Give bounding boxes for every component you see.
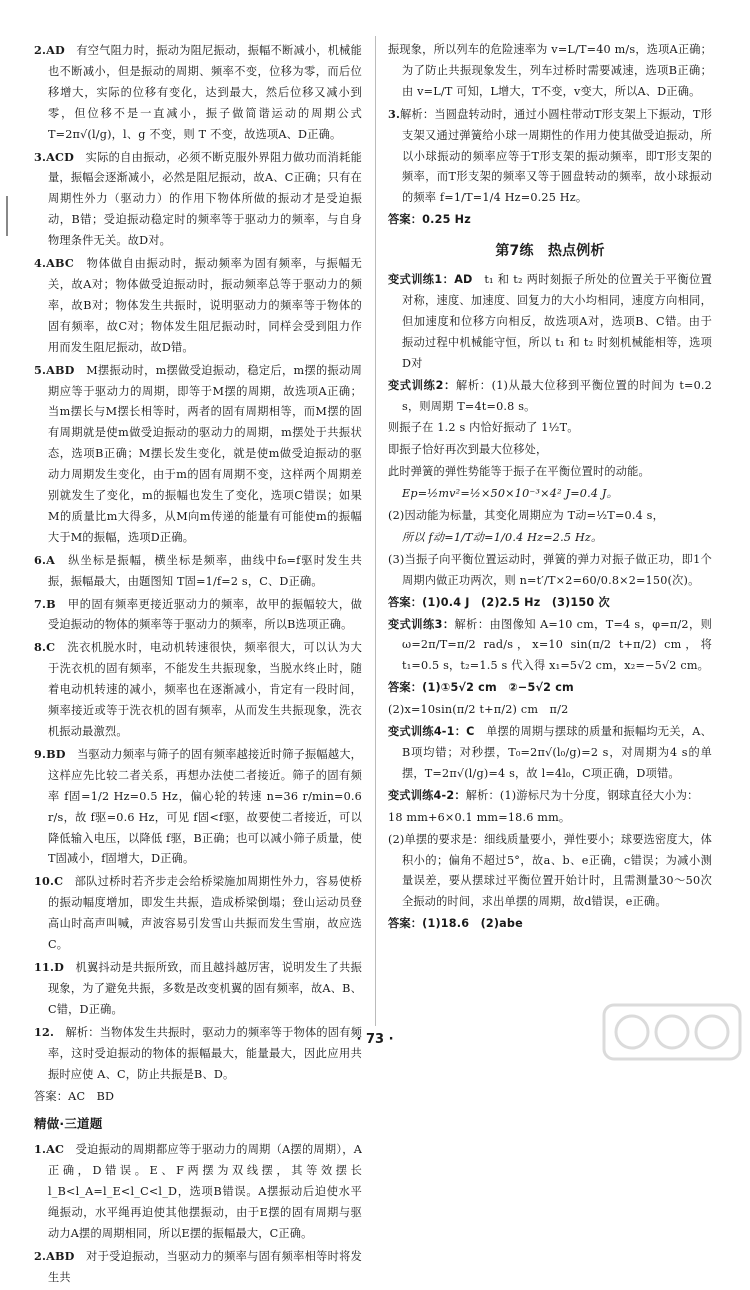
left-column [34, 40, 362, 1290]
answer-line: 答案：0.25 Hz [388, 213, 471, 227]
answer-item: 10.C 部队过桥时若齐步走会给桥梁施加周期性外力，容易使桥的振动幅度增加，即发生共振，造成桥梁倒塌；登山运动员登高山时高声叫喊，声波容易引发雪山共振而发生雪崩，故应选C。 [34, 874, 362, 952]
answer-item: 9.BD 当驱动力频率与筛子的固有频率越接近时筛子振幅越大，这样应先比较二者关系，再想办法使二者接近。筛子的固有频率 f固=1/2 Hz=0.5 Hz，偏心轮的转速 n=36 r/min=0.6 r/s，故 f驱=0.6 Hz，可见 f固<f驱，故要使二者接近，可以降低输入电压，以降低 f驱，B正确；也可以减小筛子质量，使 T固减小，f固增大，D正确。 [34, 746, 362, 866]
solution-line: 此时弹簧的弹性势能等于振子在平衡位置时的动能。 [388, 465, 650, 479]
solution-line: 则振子在 1.2 s 内恰好振动了 1½T。 [388, 421, 579, 435]
solution-line: (2)单摆的要求是：细线质量要小，弹性要小；球要选密度大，体积小的；偏角不超过5°，故a、b、e正确，c错误；为减小测量误差，要从摆球过平衡位置开始计时，且需测量30～50次全振动的时间，求出单摆的周期，故d错误，e正确。 [388, 832, 712, 909]
answer-item: 11.D 机翼抖动是共振所致，而且越抖越厉害，说明发生了共振现象，为了避免共振，多数是改变机翼的固有频率，故A、B、C错，D正确。 [34, 959, 362, 1016]
solution-line: (2)因动能为标量，其变化周期应为 T动=½T=0.4 s， [388, 509, 665, 523]
solution-line: (3)当振子向平衡位置运动时，弹簧的弹力对振子做正功，即1个周期内做正功两次，则 n=t′/T×2=60/0.8×2=150(次)。 [388, 552, 712, 587]
answer-item: 2.AD 有空气阻力时，振动为阻尼振动，振幅不断减小，机械能也不断减小，但是振动的周期、频率不变，位移为零，而后位移增大，实际的位移有变化，达到最大，然后位移又减小到零，但位移不是一直减小，振子做简谐运动的周期公式 T=2π√(l/g)，l、g 不变，则 T 不变，故选项A、D正确。 [34, 43, 362, 141]
answer-item: 3.ACD 实际的自由振动，必须不断克服外界阻力做功而消耗能量，振幅会逐渐减小，必然是阻尼振动，故A、C正确；只有在周期性外力（驱动力）的作用下物体所做的振动才是受迫振动，B错；受迫振动稳定时的频率等于驱动力的频率，与自身物理条件无关。故D对。 [34, 149, 362, 248]
column-divider [375, 36, 376, 1026]
variant-training-2: 变式训练2：解析：(1)从最大位移到平衡位置的时间为 t=0.2 s，则周期 T=4t=0.8 s。 [388, 378, 712, 413]
solution-line: 18 mm+6×0.1 mm=18.6 mm。 [388, 810, 571, 824]
answer-item: 12. 解析：当物体发生共振时，驱动力的频率等于物体的固有频率，这时受迫振动的物体的振幅最大，能量最大，因此应用共振时应使 A、C，防止共振是B、D。 [34, 1024, 362, 1081]
right-column [388, 40, 712, 936]
answer-line: 答案：(1)18.6 (2)abe [388, 917, 523, 931]
answer-item: 答案：AC BD [34, 1090, 115, 1104]
answer-line: 答案：(1)①5√2 cm ②−5√2 cm [388, 681, 574, 695]
answer-item: 7.B 甲的固有频率更接近驱动力的频率，故甲的振幅较大，做受迫振动的物体的频率等于驱动力的频率，所以B选项正确。 [34, 596, 362, 632]
variant-training-3: 变式训练3：解析：由图像知 A=10 cm，T=4 s，φ=π/2，则 ω=2π/T=π/2 rad/s，x=10 sin(π/2 t+π/2) cm，将 t₁=0.5 s，t₂=1.5 s 代入得 x₁=5√2 cm，x₂=−5√2 cm。 [388, 617, 712, 673]
answer-item: 6.A 纵坐标是振幅，横坐标是频率，曲线中f₀=f驱时发生共振，振幅最大，由题图知 T固=1/f=2 s，C、D正确。 [34, 552, 363, 588]
answer-item: 8.C 洗衣机脱水时，电动机转速很快，频率很大，可以认为大于洗衣机的固有频率，不能发生共振现象，当脱水终止时，随着电动机转速的减小，频率也在逐渐减小，肯定有一段时间，频率接近或等于洗衣机的固有频率，从而发生共振现象，洗衣机振动最激烈。 [34, 640, 362, 738]
answer-line: 答案：(1)0.4 J (2)2.5 Hz (3)150 次 [388, 595, 610, 609]
subsection-title: 第7练 热点例析 [495, 243, 605, 260]
solution-line: (2)x=10sin(π/2 t+π/2) cm π/2 [388, 703, 569, 717]
section-title: 精做·三道题 [34, 1116, 103, 1132]
answer-item: 5.ABD M摆振动时，m摆做受迫振动，稳定后，m摆的振动周期应等于驱动力的周期，即等于M摆的周期，故选项A正确；当m摆长与M摆长相等时，两者的固有周期相等，而M摆的固有周期就是使m做受迫振动的驱动力的周期，m摆处于共振状态，选项B正确；M摆长发生变化，就是使m做受迫振动的驱动力周期发生变化，由于m的固有周期不变，这样两个周期差别就发生了变化，m的振幅也发生了变化，选项C错误；如果M的质量比m大得多，从M向m传递的能量有可能使m的振幅大于M的振幅，选项D正确。 [34, 362, 362, 544]
answer-item: 3.解析：当圆盘转动时，通过小圆柱带动T形支架上下振动，T形支架又通过弹簧给小球一周期性的作用力使其做受迫振动，所以小球振动的频率应等于T形支架的振动频率，即T形支架的频率，而T形支架的频率又等于圆盘转动的频率，故小球振动的频率 f=1/T=1/4 Hz=0.25 Hz。 [388, 106, 712, 205]
variant-training-1: 变式训练1：AD t₁ 和 t₂ 两时刻振子所处的位置关于平衡位置对称，速度、加速度、回复力的大小均相同，速度方向相同，但加速度和位移方向相反，故选项A对，选项B、C错。由于振动过程中机械能守恒，所以 t₁ 和 t₂ 时刻机械能相等，选项D对 [388, 273, 712, 370]
answer-item: 2.ABD 对于受迫振动，当驱动力的频率与固有频率相等时将发生共 [34, 1248, 362, 1284]
watermark-logo [602, 1003, 742, 1061]
variant-training-4-1: 变式训练4-1：C 单摆的周期与摆球的质量和振幅均无关，A、B项均错；对秒摆，T₀=2π√(l₀/g)=2 s，对周期为4 s的单摆，T=2π√(l/g)=4 s，故 l=4l₀，C项正确，D项错。 [388, 725, 712, 780]
answer-item: 振现象，所以列车的危险速率为 v=L/T=40 m/s，选项A正确；为了防止共振现象发生，列车过桥时需要减速，选项B正确；由 v=L/T 可知，L增大，T不变，v变大，所以A、D正确。 [388, 43, 712, 98]
answer-item: 1.AC 受迫振动的周期都应等于驱动力的周期（A摆的周期），A正确，D错误。E、F两摆为双线摆，其等效摆长 l_B<l_A=l_E<l_C<l_D，选项B错误。A摆振动后迫使水平绳振动，水平绳再迫使其他摆振动，由于E摆的固有周期与驱动力A摆的周期相同，所以E摆的振幅最大，C正确。 [34, 1142, 362, 1240]
formula-line: 所以 f动=1/T动=1/0.4 Hz=2.5 Hz。 [402, 530, 603, 544]
scan-edge-mark [6, 196, 8, 236]
answer-item: 4.ABC 物体做自由振动时，振动频率为固有频率，与振幅无关，故A对；物体做受迫振动时，振动频率总等于驱动力的频率，故B对；物体发生共振时，说明驱动力的频率等于物体的固有频率，故C对；物体发生阻尼振动时，同样会受到阻力作用而发生阻尼振动，故D错。 [34, 256, 362, 354]
formula-line: Ep=½mv²=½×50×10⁻³×4² J=0.4 J。 [402, 487, 618, 501]
variant-training-4-2: 变式训练4-2：解析：(1)游标尺为十分度，钢球直径大小为： [388, 788, 699, 802]
page-number: · 73 · [356, 1032, 394, 1047]
solution-line: 即振子恰好再次到最大位移处， [388, 443, 548, 457]
